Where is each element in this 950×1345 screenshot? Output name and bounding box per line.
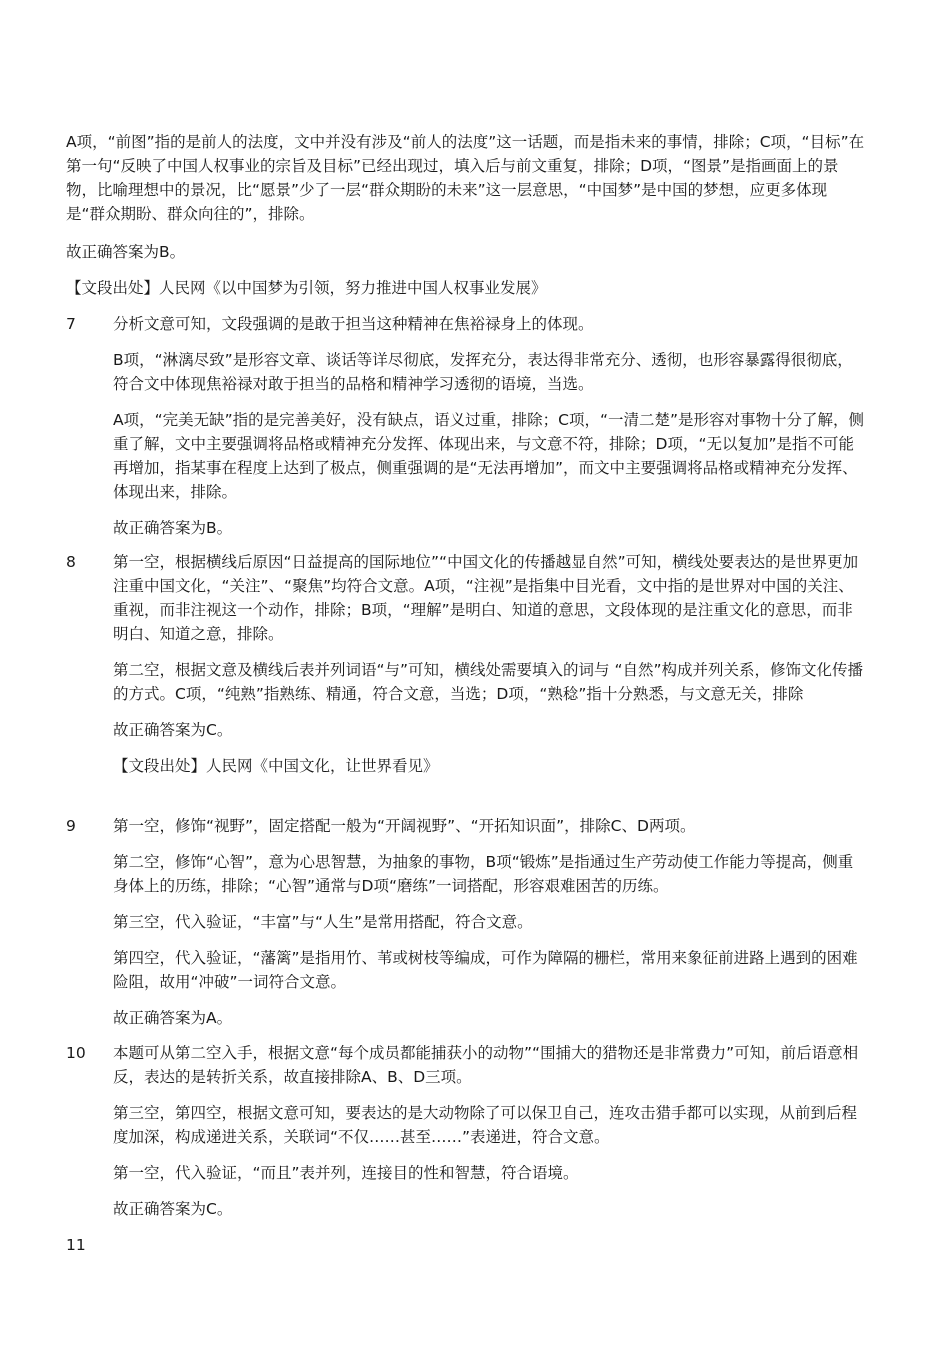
question-number: 8 (66, 553, 76, 571)
question-8 (66, 550, 866, 790)
paragraph: 第一空，修饰“视野”，固定搭配一般为“开阔视野”、“开拓知识面”，排除C、D两项。 (113, 817, 696, 835)
paragraph: B项，“淋漓尽致”是形容文章、谈话等详尽彻底，发挥充分，表达得非常充分、透彻，也形容暴露得很彻底，符合文中体现焦裕禄对敢于担当的品格和精神学习透彻的语境，当选。 (113, 351, 853, 393)
question-number: 9 (66, 817, 76, 835)
question-number: 10 (66, 1044, 86, 1062)
intro-source: 【文段出处】人民网《以中国梦为引领，努力推进中国人权事业发展》 (66, 279, 547, 297)
paragraph: 第二空，修饰“心智”，意为心思智慧，为抽象的事物，B项“锻炼”是指通过生产劳动使工作能力等提高，侧重身体上的历练，排除；“心智”通常与D项“磨练”一词搭配，形容艰难困苦的历练。 (113, 853, 854, 895)
answer-line: 故正确答案为A。 (113, 1009, 233, 1027)
intro-section (66, 130, 866, 312)
intro-explanation: A项，“前图”指的是前人的法度，文中并没有涉及“前人的法度”这一话题，而是指未来的事情，排除；C项，“目标”在第一句“反映了中国人权事业的宗旨及目标”已经出现过，填入后与前文重复，排除；D项，“图景”是指画面上的景物，比喻理想中的景况，比“愿景”少了一层“群众期盼的未来”这一层意思，“中国梦”是中国的梦想，应更多体现是“群众期盼、群众向往的”，排除。 (66, 133, 865, 223)
paragraph: 分析文意可知，文段强调的是敢于担当这种精神在焦裕禄身上的体现。 (113, 315, 594, 333)
paragraph: 本题可从第二空入手，根据文意“每个成员都能捕获小的动物”“围捕大的猎物还是非常费力”可知，前后语意相反，表达的是转折关系，故直接排除A、B、D三项。 (113, 1044, 859, 1086)
paragraph: A项，“完美无缺”指的是完善美好，没有缺点，语义过重，排除；C项，“一清二楚”是形容对事物十分了解，侧重了解，文中主要强调将品格或精神充分发挥、体现出来，与文意不符，排除；D项，“无以复加”是指不可能再增加，指某事在程度上达到了极点，侧重强调的是“无法再增加”，而文中主要强调将品格或精神充分发挥、体现出来，排除。 (113, 411, 865, 501)
answer-line: 故正确答案为B。 (113, 519, 233, 537)
answer-line: 故正确答案为C。 (113, 721, 233, 739)
question-number: 7 (66, 315, 76, 333)
paragraph: 第一空，根据横线后原因“日益提高的国际地位”“中国文化的传播越显自然”可知，横线处要表达的是世界更加注重中国文化，“关注”、“聚焦”均符合文意。A项，“注视”是指集中目光看，文中指的是世界对中国的关注、重视，而非注视这一个动作，排除；B项，“理解”是明白、知道的意思，文段体现的是注重文化的意思，而非明白、知道之意，排除。 (113, 553, 859, 643)
source-line: 【文段出处】人民网《中国文化，让世界看见》 (113, 757, 439, 775)
question-10 (66, 1041, 866, 1233)
paragraph: 第二空，根据文意及横线后表并列词语“与”可知，横线处需要填入的词与 “自然”构成并列关系，修饰文化传播的方式。C项，“纯熟”指熟练、精通，符合文意，当选；D项，“熟稔”指十分熟悉，与文意无关，排除 (113, 661, 864, 703)
paragraph: 第四空，代入验证，“藩篱”是指用竹、苇或树枝等编成，可作为障隔的栅栏，常用来象征前进路上遇到的困难险阻，故用“冲破”一词符合文意。 (113, 949, 858, 991)
question-number: 11 (66, 1236, 86, 1254)
question-9 (66, 814, 866, 1042)
question-7 (66, 312, 866, 552)
intro-answer: 故正确答案为B。 (66, 243, 186, 261)
paragraph: 第三空，代入验证，“丰富”与“人生”是常用搭配，符合文意。 (113, 913, 533, 931)
paragraph: 第三空，第四空，根据文意可知，要表达的是大动物除了可以保卫自己，连攻击猎手都可以实现，从前到后程度加深，构成递进关系，关联词“不仅……甚至……”表递进，符合文意。 (113, 1104, 858, 1146)
paragraph: 第一空，代入验证，“而且”表并列，连接目的性和智慧，符合语境。 (113, 1164, 579, 1182)
answer-line: 故正确答案为C。 (113, 1200, 233, 1218)
